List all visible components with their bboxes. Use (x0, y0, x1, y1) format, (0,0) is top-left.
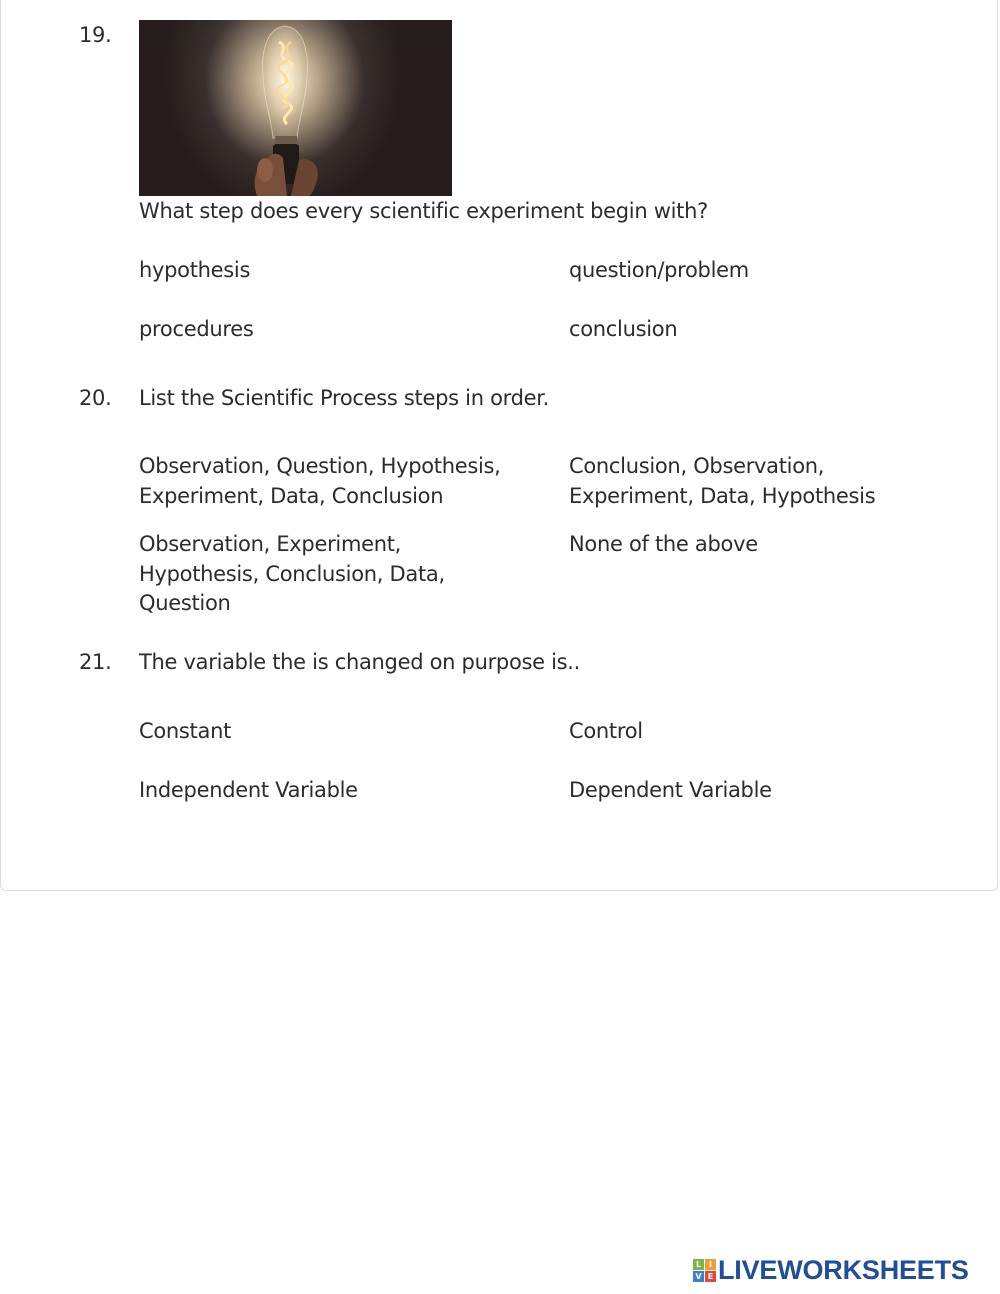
question-20-option-c[interactable]: Observation, Experiment, Hypothesis, Conclusion, Data, Question (139, 532, 445, 615)
liveworksheets-brand-text: LIVEWORKSHEETS (718, 1254, 969, 1285)
question-21-option-a[interactable]: Constant (139, 719, 232, 743)
question-19-option-a[interactable]: hypothesis (139, 258, 251, 282)
question-20-option-d[interactable]: None of the above (569, 532, 758, 556)
question-21-text: The variable the is changed on purpose is.. (139, 650, 581, 674)
question-21-number: 21. (79, 650, 112, 674)
mark-letter-e: E (705, 1271, 716, 1282)
question-19-number: 19. (79, 23, 112, 47)
question-21-option-c[interactable]: Independent Variable (139, 778, 358, 802)
question-19-option-b[interactable]: question/problem (569, 258, 749, 282)
mark-letter-l: L (693, 1259, 704, 1270)
mark-letter-v: V (693, 1271, 704, 1282)
question-20-option-a[interactable]: Observation, Question, Hypothesis, Experiment, Data, Conclusion (139, 454, 501, 508)
question-20-option-b[interactable]: Conclusion, Observation, Experiment, Data, Hypothesis (569, 454, 876, 508)
mark-letter-i: I (705, 1259, 716, 1270)
lightbulb-photo (139, 20, 452, 196)
question-19-text: What step does every scientific experiment begin with? (139, 199, 708, 223)
question-19-option-c[interactable]: procedures (139, 317, 254, 341)
liveworksheets-logo[interactable] (693, 1256, 969, 1284)
question-19-option-d[interactable]: conclusion (569, 317, 678, 341)
question-21-option-b[interactable]: Control (569, 719, 643, 743)
question-20-number: 20. (79, 386, 112, 410)
liveworksheets-mark-icon (693, 1259, 716, 1282)
question-20-text: List the Scientific Process steps in order. (139, 386, 550, 410)
question-21-option-d[interactable]: Dependent Variable (569, 778, 772, 802)
